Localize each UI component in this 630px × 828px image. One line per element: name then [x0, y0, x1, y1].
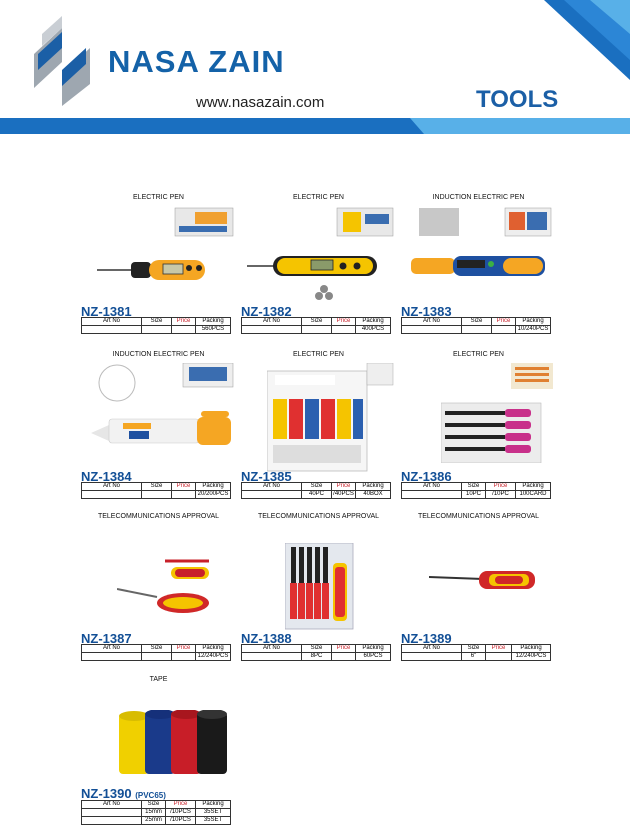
size-header: Size: [302, 645, 332, 653]
size-value: 6": [462, 653, 486, 661]
packing-header: Packing: [356, 645, 391, 653]
size-header: Size: [142, 483, 172, 491]
induction-pen-image: [405, 206, 555, 296]
packing-value: 12/240PCS: [196, 653, 231, 661]
packing-value: 560PCS: [196, 326, 231, 334]
size-value: [142, 326, 172, 334]
art-no-value: [402, 491, 462, 499]
price-value: /10PCS: [166, 809, 196, 817]
art-no-value: [82, 491, 142, 499]
size-value: 15mm: [142, 809, 166, 817]
size-header: Size: [462, 318, 492, 326]
spec-table: [401, 482, 551, 499]
product-code: NZ-1381: [81, 304, 132, 319]
size-value: 25mm: [142, 817, 166, 825]
packing-header: Packing: [196, 483, 231, 491]
electric-pen-display-box-image: [267, 363, 395, 473]
screwdriver-image: [117, 553, 217, 623]
art-no-header: Art No: [402, 483, 462, 491]
price-value: /40PCS: [333, 491, 354, 497]
packing-header: Packing: [196, 801, 231, 809]
art-no-value: [82, 653, 142, 661]
price-header: Price: [172, 483, 196, 491]
art-no-header: Art No: [402, 318, 462, 326]
product-category: ELECTRIC PEN: [133, 194, 184, 201]
size-header: Size: [142, 645, 172, 653]
product-category: ELECTRIC PEN: [293, 194, 344, 201]
spec-table: [241, 482, 391, 499]
nasa-zain-logo-icon: [32, 14, 94, 106]
size-header: Size: [302, 483, 332, 491]
product-category: TELECOMMUNICATIONS APPROVAL: [417, 513, 540, 520]
product-code: NZ-1388: [241, 631, 292, 646]
price-value: [172, 326, 196, 334]
screwdriver-set-image: [285, 543, 365, 633]
tape-rolls-image: [119, 710, 229, 782]
price-value: [332, 653, 356, 661]
product-code: NZ-1387: [81, 631, 132, 646]
art-no-value: [242, 326, 302, 334]
size-value: 8PC: [302, 653, 332, 661]
size-header: Size: [142, 318, 172, 326]
art-no-header: Art No: [242, 483, 302, 491]
spec-table: [81, 800, 231, 825]
size-value: [302, 326, 332, 334]
product-code: NZ-1383: [401, 304, 452, 319]
size-header: Size: [462, 483, 486, 491]
electric-pen-card-image: [441, 363, 555, 463]
packing-header: Packing: [516, 318, 551, 326]
art-no-header: Art No: [82, 483, 142, 491]
spec-table: [241, 644, 391, 661]
art-no-header: Art No: [82, 318, 142, 326]
price-header: Price: [486, 483, 516, 491]
art-no-header: Art No: [82, 801, 142, 809]
corner-decoration: [544, 0, 630, 80]
packing-value: 40BOX: [356, 491, 391, 499]
price-value: [172, 653, 196, 661]
packing-value: 12/240PCS: [512, 653, 551, 661]
size-value: 10PC: [462, 491, 486, 499]
packing-value: 10/240PCS: [516, 326, 551, 334]
induction-pen-image: [89, 363, 235, 463]
price-value: /10PCS: [166, 817, 196, 825]
packing-value: 60PCS: [356, 653, 391, 661]
size-header: Size: [142, 801, 166, 809]
art-no-header: Art No: [402, 645, 462, 653]
packing-value: 35SET: [196, 817, 231, 825]
art-no-value: [82, 326, 142, 334]
spec-table: [401, 317, 551, 334]
art-no-value: [242, 653, 302, 661]
price-header: Price: [166, 801, 196, 809]
product-code: NZ-1386: [401, 469, 452, 484]
section-title: TOOLS: [476, 86, 559, 113]
product-code: NZ-1382: [241, 304, 292, 319]
packing-header: Packing: [512, 645, 551, 653]
product-category: ELECTRIC PEN: [453, 351, 504, 358]
art-no-value: [402, 326, 462, 334]
size-header: Size: [462, 645, 486, 653]
price-value: [492, 326, 516, 334]
product-category: ELECTRIC PEN: [293, 351, 344, 358]
product-code: [81, 786, 166, 801]
price-header: Price: [172, 645, 196, 653]
packing-header: Packing: [516, 483, 551, 491]
product-category: TELECOMMUNICATIONS APPROVAL: [97, 513, 220, 520]
product-category: INDUCTION ELECTRIC PEN: [432, 194, 525, 201]
art-no-header: Art No: [242, 318, 302, 326]
screwdriver-image: [429, 565, 539, 595]
packing-value: 100CARD: [516, 491, 551, 499]
brand-name: NASA ZAIN: [108, 44, 285, 79]
art-no-value: [242, 491, 302, 499]
size-header: Size: [302, 318, 332, 326]
price-header: Price: [332, 483, 356, 491]
packing-value: 20/200PCS: [196, 491, 231, 499]
product-category: TAPE: [149, 676, 168, 683]
product-category: INDUCTION ELECTRIC PEN: [112, 351, 205, 358]
art-no-value: [82, 809, 142, 817]
product-code: NZ-1389: [401, 631, 452, 646]
product-code-text: NZ-1390: [81, 786, 132, 801]
electric-pen-image: [95, 206, 235, 286]
product-code: NZ-1385: [241, 469, 292, 484]
size-value: [462, 326, 492, 334]
header-band: [0, 118, 630, 134]
packing-value: 400PCS: [356, 326, 391, 334]
spec-table: [81, 482, 231, 499]
packing-header: Packing: [356, 483, 391, 491]
electric-pen-image: [247, 206, 395, 306]
art-no-header: Art No: [242, 645, 302, 653]
price-header: Price: [486, 645, 512, 653]
spec-table: [81, 317, 231, 334]
price-header: Price: [492, 318, 516, 326]
size-value: 40PC: [302, 491, 332, 499]
spec-table: [81, 644, 231, 661]
packing-header: Packing: [196, 318, 231, 326]
product-category: TELECOMMUNICATIONS APPROVAL: [257, 513, 380, 520]
price-value: [172, 491, 196, 499]
size-value: [142, 491, 172, 499]
size-value: [142, 653, 172, 661]
art-no-value: [402, 653, 462, 661]
packing-header: Packing: [356, 318, 391, 326]
spec-table: [401, 644, 551, 661]
price-value: [332, 326, 356, 334]
price-header: Price: [332, 645, 356, 653]
price-value: /10PC: [486, 491, 516, 499]
packing-header: Packing: [196, 645, 231, 653]
product-code: NZ-1384: [81, 469, 132, 484]
art-no-value: [82, 817, 142, 825]
price-header: Price: [332, 318, 356, 326]
product-code-suffix: (PVC65): [135, 791, 166, 800]
art-no-header: Art No: [82, 645, 142, 653]
website-url: www.nasazain.com: [196, 94, 325, 111]
price-value: [486, 653, 512, 661]
spec-table: [241, 317, 391, 334]
price-header: Price: [172, 318, 196, 326]
packing-value: 35SET: [196, 809, 231, 817]
